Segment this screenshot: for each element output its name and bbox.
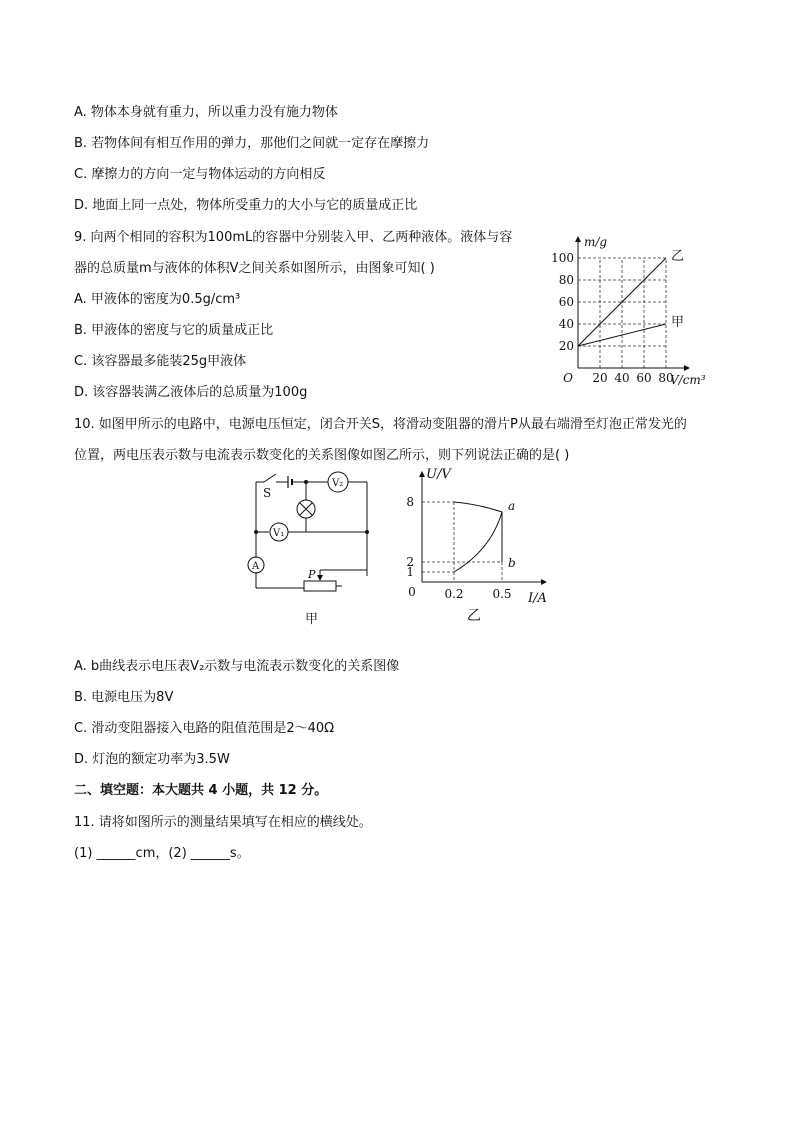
c2-ytick-1: 2 (406, 555, 414, 569)
c2-series (454, 502, 502, 572)
c2-caption: 乙 (467, 608, 481, 624)
c2-ytick-0: 1 (406, 565, 414, 579)
c2-series-b-curve (454, 512, 502, 572)
c2-ytick-2: 8 (406, 495, 414, 509)
c2-xlabel: I/A (528, 591, 547, 606)
c1-x-arrow (684, 365, 690, 371)
c1-ytick-3: 80 (558, 273, 574, 287)
c2-series-label-b: b (508, 556, 516, 570)
c1-xtick-2: 60 (636, 371, 652, 385)
c2-x-arrow (541, 579, 547, 585)
q9-stem-line1: 9. 向两个相同的容积为100mL的容器中分别装入甲、乙两种液体。液体与容 (74, 230, 513, 245)
c1-grid (578, 258, 666, 368)
q8-option-a: A. 物体本身就有重力，所以重力没有施力物体 (74, 105, 338, 120)
c1-ytick-4: 100 (551, 251, 574, 265)
q10-option-b: B. 电源电压为8V (74, 690, 174, 705)
c2-labels (406, 467, 547, 624)
q9-option-b: B. 甲液体的密度与它的质量成正比 (74, 323, 274, 338)
switch-label: S (263, 486, 272, 500)
c2-xtick-1: 0.5 (492, 587, 512, 601)
c1-xtick-1: 40 (614, 371, 630, 385)
q10-option-d: D. 灯泡的额定功率为3.5W (74, 752, 230, 767)
c1-series-label-1: 甲 (671, 315, 685, 330)
c1-ylabel: m/g (584, 235, 608, 249)
c1-series-label-0: 乙 (671, 249, 685, 264)
section-heading: 二、填空题：本大题共 4 小题，共 12 分。 (74, 783, 328, 798)
c2-guides (422, 502, 502, 582)
q9-option-a: A. 甲液体的密度为0.5g/cm³ (74, 292, 241, 307)
q11-stem: 11. 请将如图所示的测量结果填写在相应的横线处。 (74, 815, 372, 830)
c1-ytick-0: 20 (558, 339, 574, 353)
switch-blade (264, 474, 276, 482)
c1-ytick-2: 60 (558, 295, 574, 309)
circuit-caption: 甲 (305, 612, 319, 627)
q10-stem-line1: 10. 如图甲所示的电路中，电源电压恒定，闭合开关S，将滑动变阻器的滑片P从最右端滑至灯泡正常发光的 (74, 417, 687, 432)
circuit-diagram (238, 470, 378, 595)
c2-xtick-0: 0.2 (444, 587, 464, 601)
q8-option-d: D. 地面上同一点处，物体所受重力的大小与它的质量成正比 (74, 198, 418, 213)
c2-axes (419, 471, 547, 585)
q9-stem-line2: 器的总质量m与液体的体积V之间关系如图所示，由图象可知( ) (74, 261, 435, 276)
c2-y-arrow (419, 471, 425, 477)
c1-y-arrow (575, 236, 581, 242)
c1-ytick-1: 40 (558, 317, 574, 331)
q11-answer-line: (1) ______cm，(2) ______s。 (74, 846, 250, 861)
v2-label: V₂ (332, 478, 344, 489)
mass-volume-chart (540, 228, 730, 388)
rheostat (304, 581, 336, 591)
c2-origin-label: 0 (408, 585, 416, 599)
q8-option-c: C. 摩擦力的方向一定与物体运动的方向相反 (74, 167, 326, 182)
voltage-current-chart (400, 466, 560, 626)
q10-option-c: C. 滑动变阻器接入电路的阻值范围是2～40Ω (74, 721, 335, 736)
c1-origin-label: O (563, 371, 573, 385)
c1-xtick-0: 20 (592, 371, 608, 385)
q10-option-a: A. b曲线表示电压表V₂示数与电流表示数变化的关系图像 (74, 659, 400, 674)
q8-option-b: B. 若物体间有相互作用的弹力，那他们之间就一定存在摩擦力 (74, 136, 430, 151)
q9-option-d: D. 该容器装满乙液体后的总质量为100g (74, 385, 308, 400)
c1-xlabel: V/cm³ (670, 373, 706, 387)
ammeter-label: A (252, 561, 260, 572)
c2-series-label-a: a (508, 499, 516, 513)
q10-stem-line2: 位置，两电压表示数与电流表示数变化的关系图像如图乙所示，则下列说法正确的是( ) (74, 448, 570, 463)
q9-option-c: C. 该容器最多能装25g甲液体 (74, 354, 247, 369)
slider-label: P (308, 568, 316, 581)
c1-xtick-3: 80 (658, 371, 674, 385)
v1-label: V₁ (273, 528, 285, 539)
c2-ylabel: U/V (426, 467, 451, 482)
